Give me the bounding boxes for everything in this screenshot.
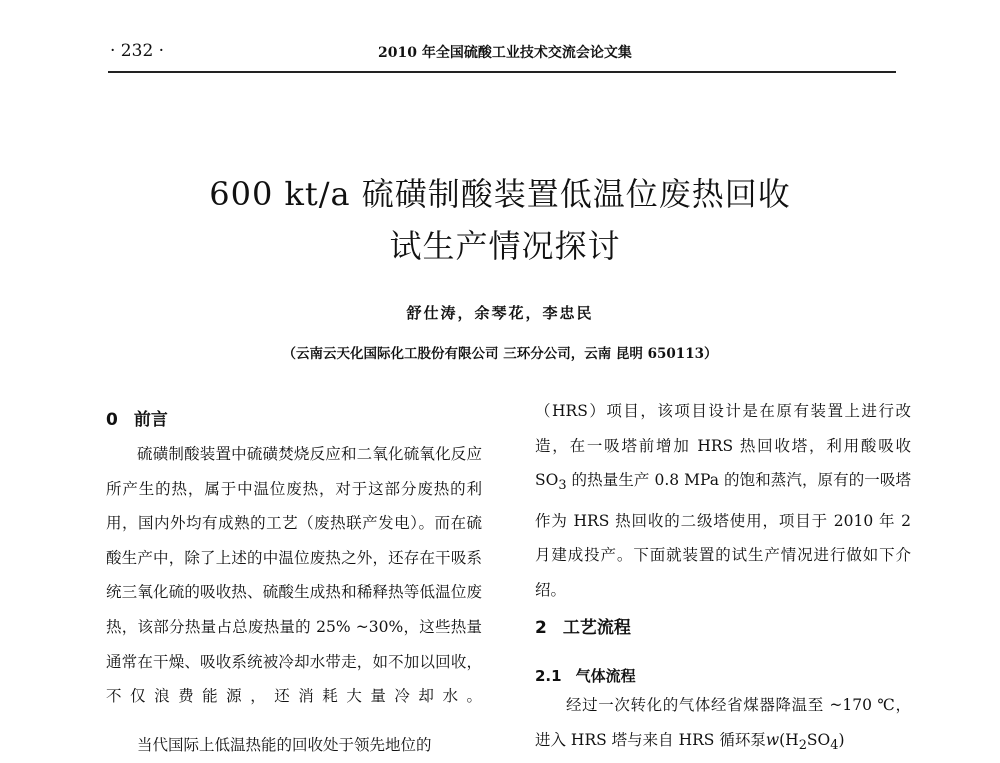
paragraph-hrs-project	[535, 394, 911, 608]
text-segment: SO	[806, 730, 831, 749]
page-number: · 232 ·	[110, 41, 165, 61]
title-line-1: 600 kt/a 硫磺制酸装置低温位废热回收	[209, 175, 791, 213]
subscript: 2	[798, 737, 807, 753]
paragraph-gas-flow	[535, 688, 911, 763]
section-title: 工艺流程	[562, 618, 631, 638]
subsection-heading-gas-flow	[535, 665, 636, 686]
paragraph-preface-2: 当代国际上低温热能的回收处于领先地位的	[137, 736, 432, 754]
affiliation: （云南云天化国际化工股份有限公司 三环分公司，云南 昆明 650113）	[282, 346, 718, 362]
subscript: 3	[558, 478, 567, 494]
section-title: 前言	[133, 410, 168, 430]
subscript: 4	[830, 737, 839, 753]
running-header	[108, 37, 896, 73]
section-number: 2.1	[535, 667, 562, 685]
paper-title	[0, 168, 1000, 272]
paragraph-preface-1: 硫磺制酸装置中硫磺焚烧反应和二氧化硫氧化反应所产生的热，属于中温位废热，对于这部分废热的利用，国内外均有成熟的工艺（废热联产发电）。而在硫酸生产中，除了上述的中温位废热之外，还存在干吸系统三氧化硫的吸收热、硫酸生成热和稀释热等低温位废热，该部分热量占总废热量的 25% ~30%，这些热量通常在干燥、吸收系统被冷却水带走，如不加以回收，不仅浪费能源，还消耗大量冷却水。	[106, 445, 482, 706]
text-segment: (H	[779, 730, 799, 749]
section-heading-preface	[106, 405, 168, 430]
section-title: 气体流程	[575, 667, 636, 685]
text-segment: 经过一次转化的气体经省煤器降温至 ~170 ℃，进入 HRS 塔与来自 HRS 循环泵	[535, 696, 911, 749]
title-line-2: 试生产情况探讨	[389, 227, 621, 265]
section-number: 0	[106, 410, 118, 430]
authors: 舒仕涛，余琴花，李忠民	[406, 304, 594, 322]
text-segment: )	[838, 730, 845, 749]
text-segment: 的热量生产 0.8 MPa 的饱和蒸汽，原有的一吸塔作为 HRS 热回收的二级塔使用，项目于 2010 年 2 月建成投产。下面就装置的试生产情况进行做如下介绍。	[535, 471, 911, 600]
italic-symbol: w	[765, 730, 780, 749]
section-number: 2	[535, 618, 547, 638]
text-segment: （HRS）项目，该项目设计是在原有装置上进行改造，在一吸塔前增加 HRS 热回收塔，利用酸吸收 SO	[535, 402, 911, 490]
journal-title: 2010 年全国硫酸工业技术交流会论文集	[378, 45, 632, 61]
section-heading-process	[535, 613, 631, 638]
